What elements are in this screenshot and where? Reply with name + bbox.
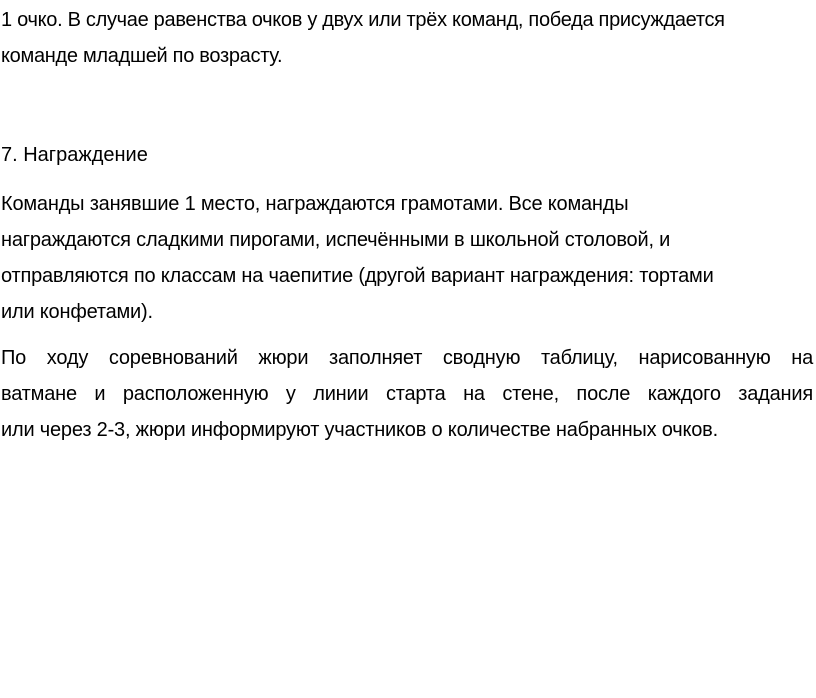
text-line: награждаются сладкими пирогами, испечёнными в школьной столовой, и: [1, 229, 671, 251]
text-line: Команды занявшие 1 место, награждаются грамотами. Все команды: [1, 193, 629, 215]
text-line: или конфетами).: [1, 301, 153, 323]
text-line: отправляются по классам на чаепитие (другой вариант награждения: тортами: [1, 265, 714, 287]
text-line: ватмане и расположенную у линии старта на стене, после каждого задания: [1, 383, 813, 405]
text-line: 1 очко. В случае равенства очков у двух или трёх команд, победа присуждается: [1, 9, 725, 31]
text-line: или через 2-3, жюри информируют участников о количестве набранных очков.: [1, 419, 718, 441]
paragraph-jury-table: [1, 340, 813, 448]
paragraph-awards: [1, 186, 813, 330]
paragraph-scoring-rule: [1, 2, 813, 74]
section-heading: 7. Награждение: [1, 144, 148, 166]
text-line: По ходу соревнований жюри заполняет сводную таблицу, нарисованную на: [1, 347, 813, 369]
text-line: команде младшей по возрасту.: [1, 45, 283, 67]
